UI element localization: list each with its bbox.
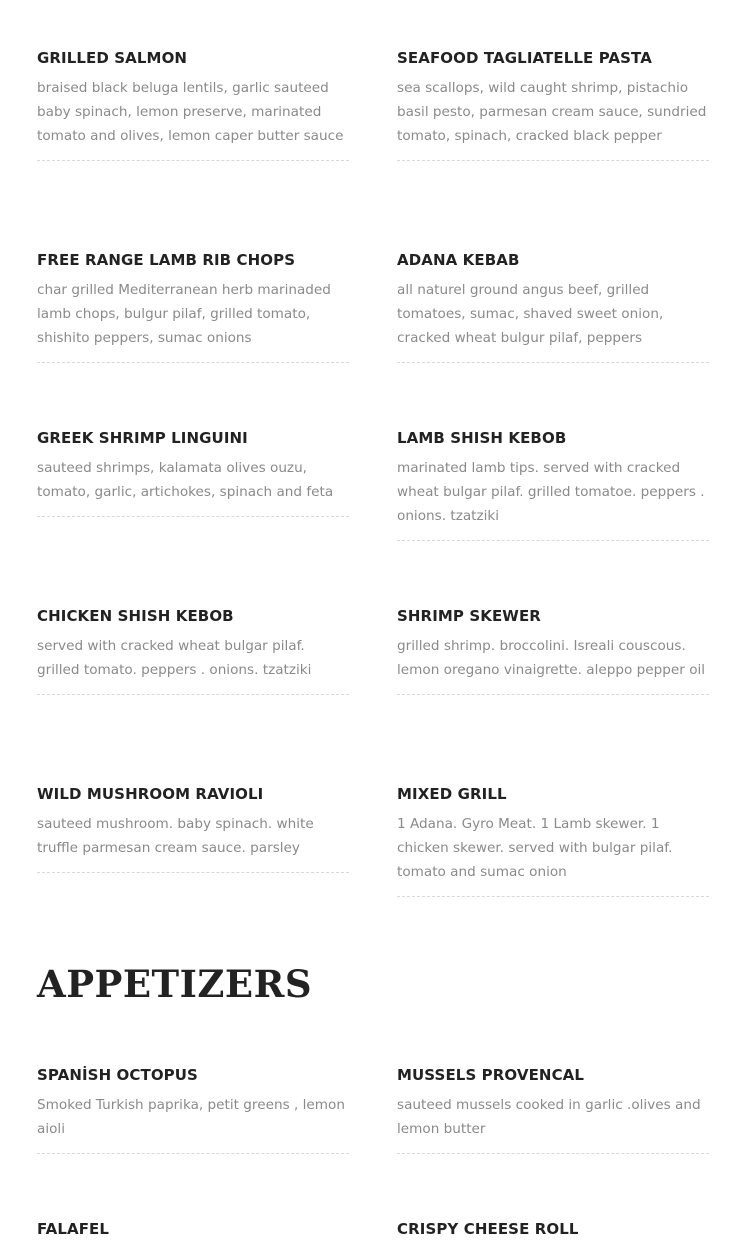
menu-item (37, 606, 349, 695)
menu-item (397, 1065, 709, 1154)
menu-item-name: ADANA KEBAB (397, 251, 520, 269)
menu-item (397, 606, 709, 695)
menu-item-name: SPANİSH OCTOPUS (37, 1066, 198, 1084)
menu-item (37, 428, 349, 517)
menu-item-name: WILD MUSHROOM RAVIOLI (37, 785, 264, 803)
menu-item-name: FREE RANGE LAMB RIB CHOPS (37, 251, 296, 269)
menu-item-description: 1 Adana. Gyro Meat. 1 Lamb skewer. 1 chicken skewer. served with bulgar pilaf. tomato and sumac onion (397, 816, 673, 880)
menu-item (37, 784, 349, 873)
menu-item-name: MUSSELS PROVENCAL (397, 1066, 585, 1084)
menu-item (37, 1065, 349, 1154)
menu-item-name: GREEK SHRIMP LINGUINI (37, 429, 248, 447)
menu-item-description: sauteed shrimps, kalamata olives ouzu, tomato, garlic, artichokes, spinach and feta (37, 460, 334, 500)
section-title-appetizers: APPETIZERS (37, 962, 313, 1006)
menu-item-name: SEAFOOD TAGLIATELLE PASTA (397, 49, 652, 67)
menu-item-description: grilled shrimp. broccolini. Isreali couscous. lemon oregano vinaigrette. aleppo pepper oil (397, 638, 706, 678)
menu-item-description: sauteed mussels cooked in garlic .olives and lemon butter (397, 1097, 701, 1137)
menu-item (397, 48, 709, 161)
menu-item-name: MIXED GRILL (397, 785, 507, 803)
menu-item (397, 784, 709, 897)
menu-item-description: sauteed mushroom. baby spinach. white truffle parmesan cream sauce. parsley (37, 816, 314, 856)
menu-item (37, 48, 349, 161)
menu-item-description: braised black beluga lentils, garlic sauteed baby spinach, lemon preserve, marinated tomato and olives, lemon caper butter sauce (37, 80, 344, 144)
menu-item-description: sea scallops, wild caught shrimp, pistachio basil pesto, parmesan cream sauce, sundried tomato, spinach, cracked black pepper (397, 80, 707, 144)
menu-item-description: Smoked Turkish paprika, petit greens , lemon aioli (37, 1097, 345, 1137)
menu-item-description: char grilled Mediterranean herb marinaded lamb chops, bulgur pilaf, grilled tomato, shishito peppers, sumac onions (37, 282, 331, 346)
menu-item (397, 250, 709, 363)
menu-item (397, 1219, 709, 1259)
menu-item (37, 1219, 349, 1259)
menu-item-name: FALAFEL (37, 1220, 110, 1238)
menu-item-name: GRILLED SALMON (37, 49, 188, 67)
menu-item-name: CRISPY CHEESE ROLL (397, 1220, 579, 1238)
menu-item-description: served with cracked wheat bulgar pilaf. grilled tomato. peppers . onions. tzatziki (37, 638, 312, 678)
menu-item-name: LAMB SHISH KEBOB (397, 429, 567, 447)
menu-item-name: CHICKEN SHISH KEBOB (37, 607, 234, 625)
menu-item-description: all naturel ground angus beef, grilled tomatoes, sumac, shaved sweet onion, cracked wheat bulgur pilaf, peppers (397, 282, 664, 346)
menu-item (37, 250, 349, 363)
menu-item-description: marinated lamb tips. served with cracked wheat bulgar pilaf. grilled tomatoe. peppers . onions. tzatziki (397, 460, 705, 524)
menu-item (397, 428, 709, 541)
menu-item-name: SHRIMP SKEWER (397, 607, 541, 625)
